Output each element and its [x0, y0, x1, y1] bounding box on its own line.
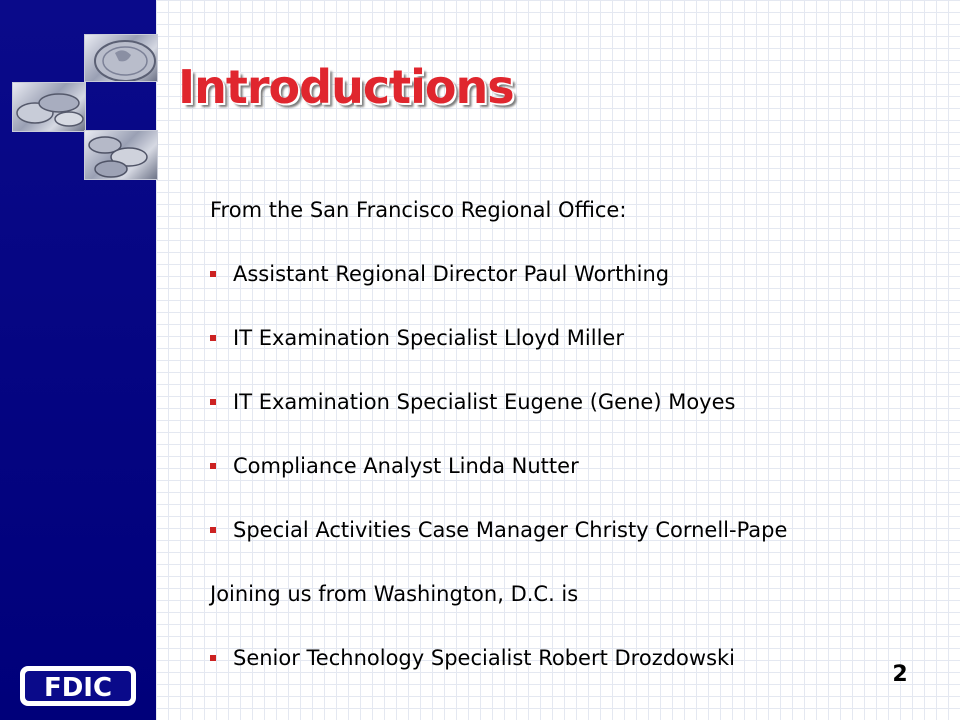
bullet-icon	[210, 399, 216, 405]
bullet-icon	[210, 655, 216, 661]
bullet-icon	[210, 527, 216, 533]
list-item	[210, 498, 930, 562]
coin-stack-image	[84, 34, 158, 82]
list-item	[210, 306, 930, 370]
slide-body	[210, 178, 930, 690]
list-item-text: Special Activities Case Manager Christy Cornell-Pape	[233, 518, 788, 542]
list-item	[210, 626, 930, 690]
dc-heading-text: Joining us from Washington, D.C. is	[210, 582, 579, 606]
dc-heading	[210, 562, 930, 626]
list-item-text: Assistant Regional Director Paul Worthing	[233, 262, 670, 286]
list-item-text: IT Examination Specialist Eugene (Gene) Moyes	[233, 390, 736, 414]
list-item-text: Compliance Analyst Linda Nutter	[233, 454, 579, 478]
list-item	[210, 370, 930, 434]
logo-text: FDIC	[43, 673, 113, 703]
list-item	[210, 242, 930, 306]
fdic-logo	[20, 666, 136, 706]
bullet-icon	[210, 463, 216, 469]
intro-heading	[210, 178, 930, 242]
coin-pile-image	[84, 130, 158, 180]
list-item-text: IT Examination Specialist Lloyd Miller	[233, 326, 624, 350]
coins-image	[12, 82, 86, 132]
page-number: 2	[892, 662, 908, 687]
list-item	[210, 434, 930, 498]
intro-heading-text: From the San Francisco Regional Office:	[210, 198, 627, 222]
list-item-text: Senior Technology Specialist Robert Drozdowski	[233, 646, 736, 670]
slide-title: Introductions	[178, 60, 514, 114]
bullet-icon	[210, 335, 216, 341]
bullet-icon	[210, 271, 216, 277]
